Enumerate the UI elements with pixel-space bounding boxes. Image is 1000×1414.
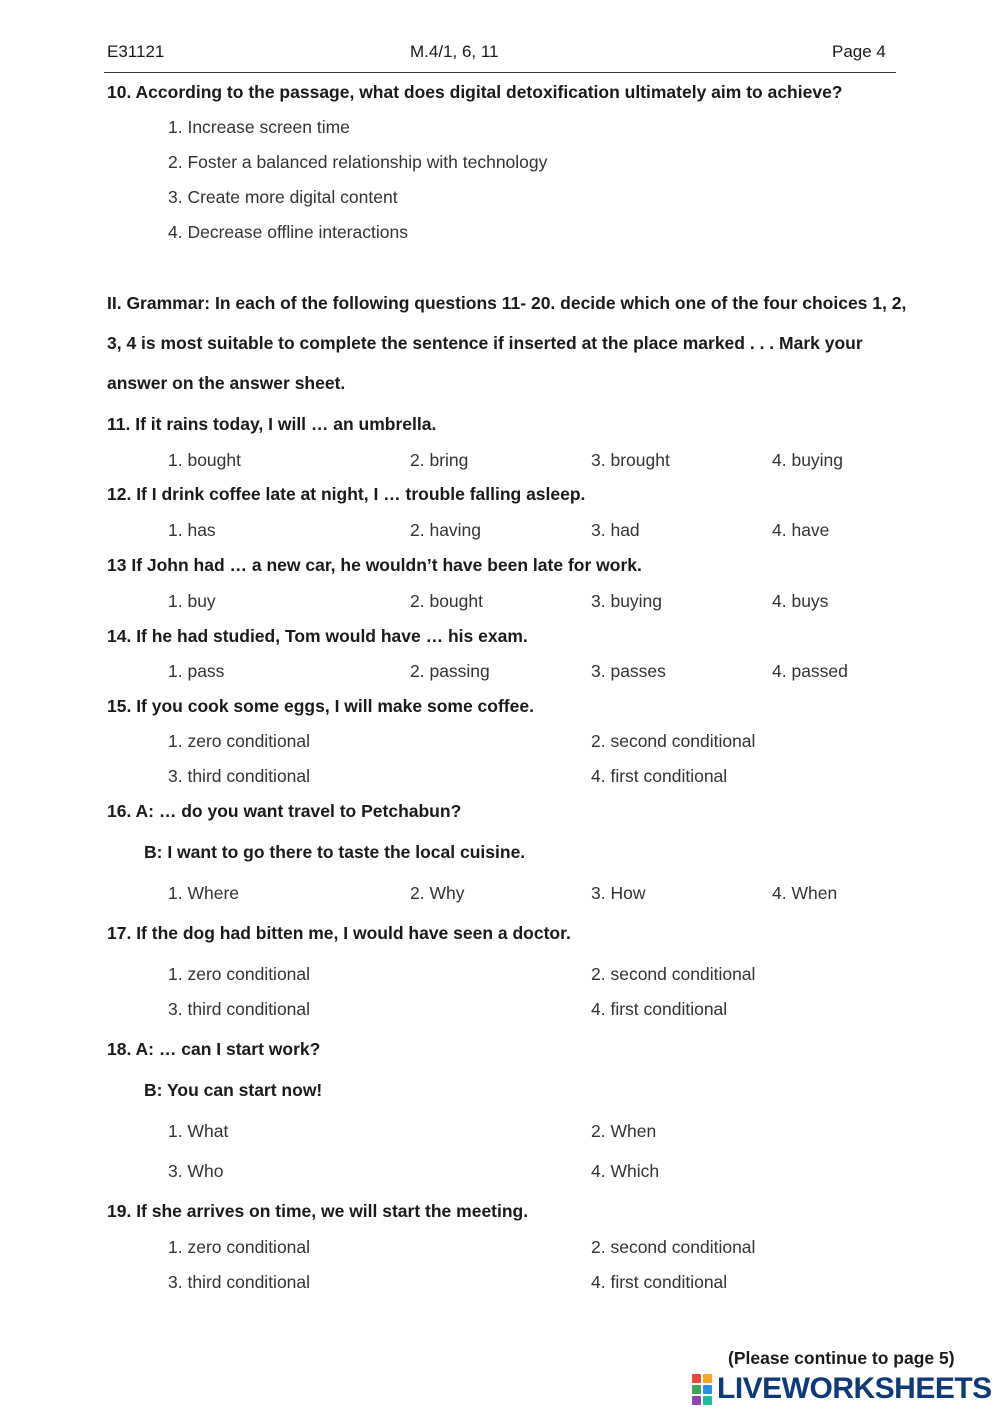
logo-squares-icon <box>692 1374 712 1405</box>
q12-option-1[interactable]: 1. has <box>168 520 216 540</box>
question-12: 12. If I drink coffee late at night, I … trouble falling asleep. <box>107 484 586 504</box>
q18-option-4[interactable]: 4. Which <box>591 1161 660 1181</box>
q17-option-1[interactable]: 1. zero conditional <box>168 964 311 984</box>
q14-option-3[interactable]: 3. passes <box>591 661 666 681</box>
q14-option-4[interactable]: 4. passed <box>772 661 848 681</box>
q13-option-3[interactable]: 3. buying <box>591 591 663 611</box>
q18-option-3[interactable]: 3. Who <box>168 1161 224 1181</box>
grammar-instructions-line-1: II. Grammar: In each of the following questions 11- 20. decide which one of the four choices 1, 2, <box>107 293 907 313</box>
logo-text: LIVEWORKSHEETS <box>717 1372 992 1405</box>
q19-option-4[interactable]: 4. first conditional <box>591 1272 728 1292</box>
grammar-instructions-line-3: answer on the answer sheet. <box>107 373 346 393</box>
q13-option-2[interactable]: 2. bought <box>410 591 483 611</box>
logo-square <box>692 1385 701 1394</box>
question-13: 13 If John had … a new car, he wouldn’t have been late for work. <box>107 555 642 575</box>
question-15: 15. If you cook some eggs, I will make some coffee. <box>107 696 534 716</box>
q19-option-3[interactable]: 3. third conditional <box>168 1272 311 1292</box>
q10-option-1[interactable]: 1. Increase screen time <box>168 117 350 137</box>
q17-option-4[interactable]: 4. first conditional <box>591 999 728 1019</box>
q15-option-1[interactable]: 1. zero conditional <box>168 731 311 751</box>
page-number: Page 4 <box>832 42 886 61</box>
grammar-instructions-line-2: 3, 4 is most suitable to complete the sentence if inserted at the place marked . . . Mark your <box>107 333 863 353</box>
q16-option-1[interactable]: 1. Where <box>168 883 239 903</box>
q14-option-1[interactable]: 1. pass <box>168 661 225 681</box>
question-10: 10. According to the passage, what does digital detoxification ultimately aim to achieve? <box>107 82 843 102</box>
course-code: E31121 <box>107 42 165 61</box>
liveworksheets-logo[interactable] <box>692 1372 992 1406</box>
q19-option-2[interactable]: 2. second conditional <box>591 1237 756 1257</box>
q10-option-4[interactable]: 4. Decrease offline interactions <box>168 222 408 242</box>
class-list: M.4/1, 6, 11 <box>410 42 499 61</box>
logo-square <box>703 1374 712 1383</box>
q14-option-2[interactable]: 2. passing <box>410 661 490 681</box>
q18-option-1[interactable]: 1. What <box>168 1121 229 1141</box>
q16-option-4[interactable]: 4. When <box>772 883 838 903</box>
question-18-reply: B: You can start now! <box>144 1080 323 1100</box>
logo-square <box>703 1385 712 1394</box>
logo-square <box>692 1374 701 1383</box>
question-17: 17. If the dog had bitten me, I would have seen a doctor. <box>107 923 571 943</box>
q16-option-3[interactable]: 3. How <box>591 883 646 903</box>
q18-option-2[interactable]: 2. When <box>591 1121 657 1141</box>
q15-option-4[interactable]: 4. first conditional <box>591 766 728 786</box>
question-11: 11. If it rains today, I will … an umbrella. <box>107 414 437 434</box>
q12-option-2[interactable]: 2. having <box>410 520 482 540</box>
logo-square <box>703 1396 712 1405</box>
q17-option-2[interactable]: 2. second conditional <box>591 964 756 984</box>
q17-option-3[interactable]: 3. third conditional <box>168 999 311 1019</box>
q13-option-1[interactable]: 1. buy <box>168 591 216 611</box>
q16-option-2[interactable]: 2. Why <box>410 883 465 903</box>
q11-option-3[interactable]: 3. brought <box>591 450 670 470</box>
q13-option-4[interactable]: 4. buys <box>772 591 829 611</box>
q12-option-4[interactable]: 4. have <box>772 520 830 540</box>
question-19: 19. If she arrives on time, we will start the meeting. <box>107 1201 529 1221</box>
q11-option-1[interactable]: 1. bought <box>168 450 241 470</box>
continue-note: (Please continue to page 5) <box>728 1348 955 1368</box>
question-18: 18. A: … can I start work? <box>107 1039 321 1059</box>
q10-option-2[interactable]: 2. Foster a balanced relationship with technology <box>168 152 548 172</box>
q15-option-3[interactable]: 3. third conditional <box>168 766 311 786</box>
q12-option-3[interactable]: 3. had <box>591 520 640 540</box>
q11-option-2[interactable]: 2. bring <box>410 450 469 470</box>
question-16: 16. A: … do you want travel to Petchabun? <box>107 801 462 821</box>
q10-option-3[interactable]: 3. Create more digital content <box>168 187 398 207</box>
question-16-reply: B: I want to go there to taste the local cuisine. <box>144 842 526 862</box>
question-14: 14. If he had studied, Tom would have … his exam. <box>107 626 528 646</box>
logo-square <box>692 1396 701 1405</box>
q15-option-2[interactable]: 2. second conditional <box>591 731 756 751</box>
q19-option-1[interactable]: 1. zero conditional <box>168 1237 311 1257</box>
q11-option-4[interactable]: 4. buying <box>772 450 844 470</box>
header-divider <box>104 72 896 73</box>
